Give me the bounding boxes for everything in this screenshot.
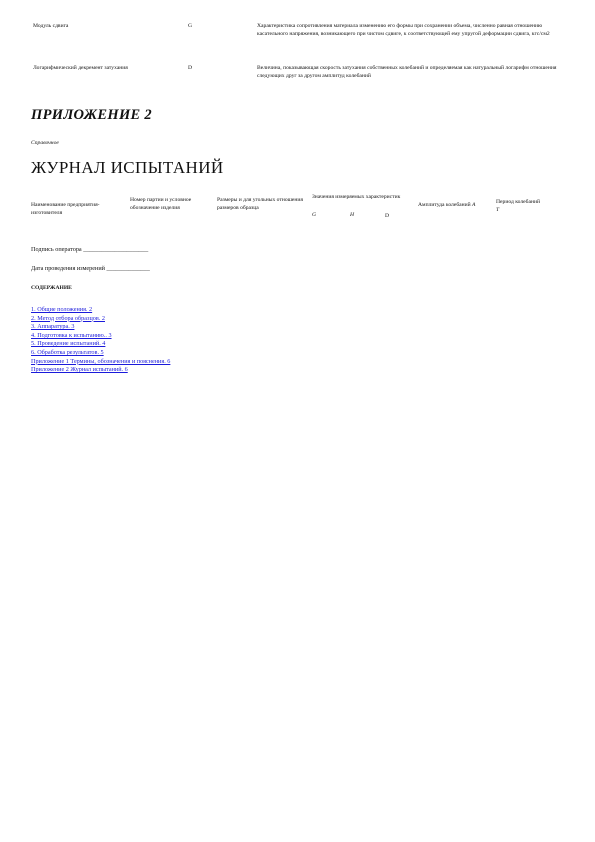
column-header: [496, 198, 566, 215]
column-header: Значения измеряемых характеристик: [312, 194, 401, 200]
toc-link-sampling[interactable]: 2. Метод отбора образцов. 2: [31, 314, 105, 322]
appendix-note: Справочное: [31, 140, 59, 146]
toc-item: [31, 340, 170, 349]
term-definition: Характеристика сопротивления материала изменению его формы при сохранении объема, численно равная отношению касательного напряжения, возникающего при чистом сдвиге, к соответствующей ему упругой деформации сдвига, кгс/см2: [257, 23, 550, 38]
column-symbol: G: [312, 212, 317, 218]
toc-item: [31, 315, 170, 324]
signature-line: _____________________: [83, 246, 149, 253]
column-header: Наименование предприятия-изготовителя: [31, 202, 100, 217]
date-line: ______________: [106, 265, 150, 272]
signature-label: Подпись оператора: [31, 246, 82, 253]
appendix-title: ПРИЛОЖЕНИЕ 2: [31, 107, 152, 123]
term-name: Логарифмический декремент затухания: [33, 65, 128, 71]
term-name: Модуль сдвига: [33, 23, 69, 29]
term-symbol: D: [188, 65, 193, 71]
toc-link-preparation[interactable]: 4. Подготовка к испытанию.. 3: [31, 331, 112, 339]
date-field: [31, 265, 150, 272]
term-definition: Величина, показывающая скорость затухания собственных колебаний и определяемая как натуральный логарифм отношения следующих друг за другом амплитуд колебаний: [257, 65, 557, 80]
signature-field: [31, 246, 148, 253]
toc-item: [31, 349, 170, 358]
toc-link-appendix-1[interactable]: Приложение 1 Термины, обозначения и пояснения. 6: [31, 357, 171, 365]
column-header-text: Период колебаний: [496, 199, 540, 205]
column-symbol: H: [350, 212, 355, 218]
column-header-text: Амплитуда колебаний: [418, 202, 471, 208]
toc-heading: СОДЕРЖАНИЕ: [31, 285, 72, 291]
toc-link-testing[interactable]: 5. Проведение испытаний. 4: [31, 340, 106, 348]
term-symbol: G: [188, 23, 193, 29]
toc-link-equipment[interactable]: 3. Аппаратура. 3: [31, 323, 75, 331]
toc-item: [31, 366, 170, 375]
column-header: [418, 201, 488, 209]
toc-item: [31, 358, 170, 367]
toc-item: [31, 323, 170, 332]
toc-item: [31, 332, 170, 341]
toc-link-appendix-2[interactable]: Приложение 2 Журнал испытаний. 6: [31, 366, 128, 374]
column-header: Размеры и для угольных отношения размеров образца: [217, 197, 303, 212]
column-symbol: D: [385, 213, 390, 219]
column-header: Номер партии и условное обозначение изделия: [130, 197, 192, 212]
toc-list: [31, 306, 170, 375]
toc-link-processing[interactable]: 6. Обработка результатов. 5: [31, 348, 104, 356]
column-symbol: A: [472, 202, 476, 208]
column-symbol: T: [496, 207, 500, 214]
toc-link-general[interactable]: 1. Общие положения. 2: [31, 306, 93, 313]
toc-item: [31, 306, 170, 315]
date-label: Дата проведения измерений: [31, 265, 105, 272]
journal-title: ЖУРНАЛ ИСПЫТАНИЙ: [31, 158, 224, 177]
